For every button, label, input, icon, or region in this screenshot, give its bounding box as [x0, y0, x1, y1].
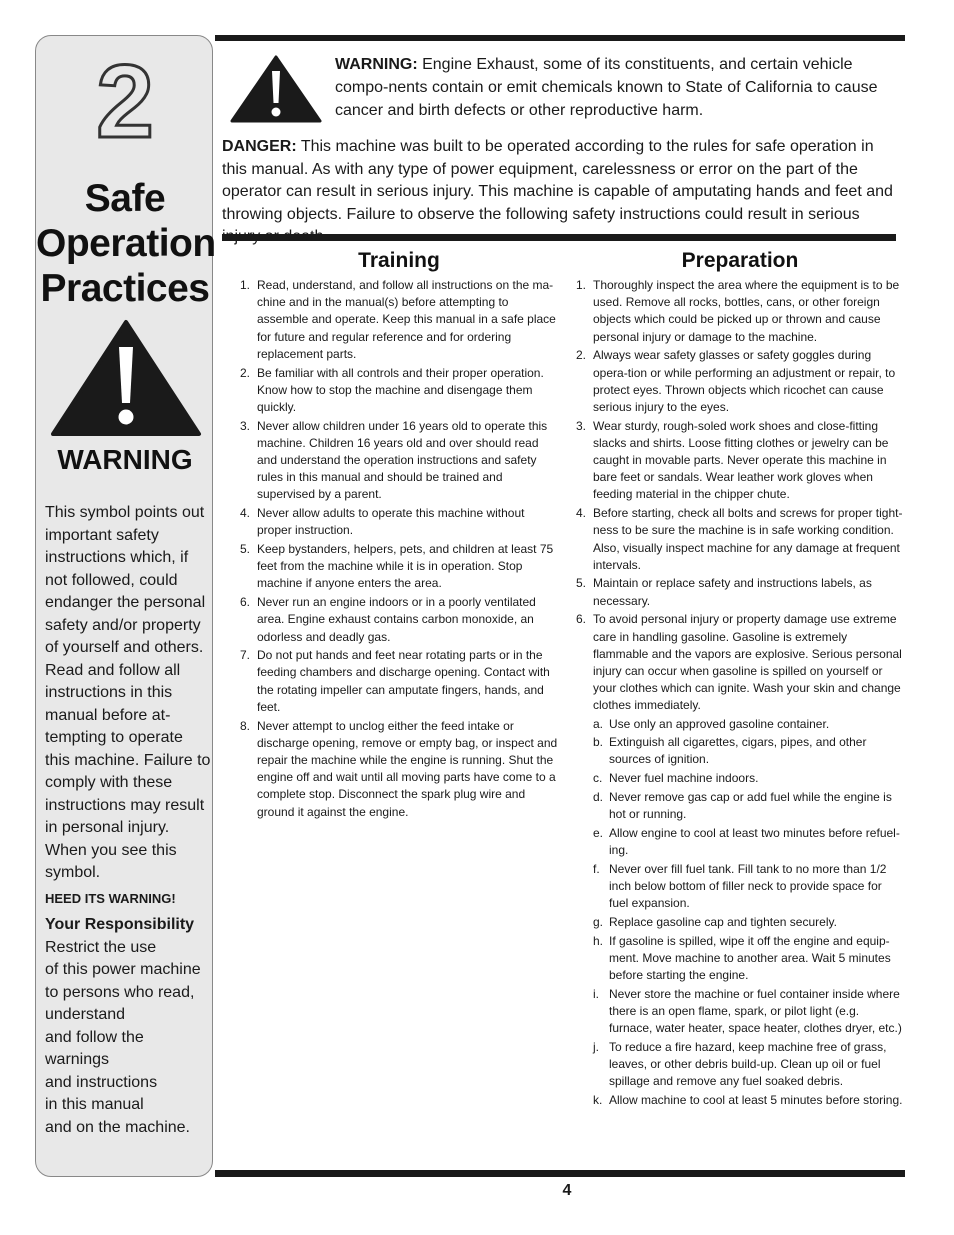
list-item: h. If gasoline is spilled, wipe it off the engine and equip-ment. Move machine to another area. Wait 5 minutes before starting the engine. — [593, 933, 891, 982]
preparation-list — [572, 277, 904, 1111]
list-item: 6. Never run an engine indoors or in a poorly ventilated area. Engine exhaust contains carbon monoxide, an odorless and deadly gas. — [239, 595, 536, 644]
preparation-heading: Preparation — [681, 249, 799, 272]
list-item: 7. Do not put hands and feet near rotating parts or in the feeding chambers and discharge opening. Contact with the rotating impeller can amputate fingers, hands, and feet. — [239, 648, 550, 714]
list-item: 3. Wear sturdy, rough-soled work shoes and close-fitting slacks and shirts. Loose fitting clothes or jewelry can be caught in movable parts. Never operate this machine in bare feet or sandals. Wear leather work gloves when feeding material in the chipper chute. — [575, 418, 889, 502]
list-item: 5. Maintain or replace safety and instructions labels, as necessary. — [575, 576, 872, 608]
gasoline-sublist — [593, 716, 904, 1109]
danger-text: This machine was built to be operated according to the rules for safe operation in this manual. As with any type of power equipment, carelessness or error on the part of the operator can result in serious injury. This machine is capable of amputating hands and feet and throwing objects. Failure to observe the following safety instructions could result in serious injury or death. — [222, 138, 893, 245]
page-number: 4 — [562, 1182, 572, 1199]
list-item: 5. Keep bystanders, helpers, pets, and children at least 75 feet from the machine while it is in operation. Stop machine if anyone enters the area. — [239, 542, 554, 591]
list-item: 4. Before starting, check all bolts and screws for proper tight-ness to be sure the machine is in safe working condition. Also, visually inspect machine for any damage at frequent intervals. — [575, 506, 903, 572]
warning-text: Engine Exhaust, some of its constituents, and certain vehicle compo-nents contain or emit chemicals known to State of California to cause cancer and birth defects or other reproductive harm. — [335, 56, 878, 119]
list-item: d. Never remove gas cap or add fuel while the engine is hot or running. — [593, 789, 892, 822]
list-item: g. Replace gasoline cap and tighten securely. — [593, 914, 837, 929]
list-item: 3. Never allow children under 16 years old to operate this machine. Children 16 years old and over should read and understand the operation instructions and safety rules in this manual and should be trained and supervised by a parent. — [239, 418, 548, 502]
list-item: 2. Always wear safety glasses or safety goggles during opera-tion or while performing an adjustment or repair, to protect eyes. Thrown objects which ricochet can cause serious injury to the eyes. — [575, 348, 896, 414]
chapter-title: Safe Operation Practices — [36, 177, 216, 310]
sidebar — [35, 35, 216, 1177]
bottom-rule — [215, 1170, 905, 1177]
list-item: i. Never store the machine or fuel container inside where there is an open flame, spark, or pilot light (e.g. furnace, water heater, space heater, clothes dryer, etc.) — [593, 986, 902, 1036]
california-warning — [335, 53, 895, 122]
responsibility-text: Restrict the use of this power machine to persons who read, understand and follow the warnings and instructions in this manual and on the machine. — [45, 938, 201, 1136]
list-item: 6. To avoid personal injury or property damage use extreme care in handling gasoline. Gasoline is extremely flammable and the vapors are explosive. Serious personal injury can occur when gasoline is spilled on yourself or your clothes which can ignite. Wash your skin and change clothes immediately. a. Use only an approved gasoline container. b. Extinguish all cigarettes, cigars, pipes, and other sources of ignition. c. Never fuel machine indoors. d. Never remove gas cap or add fuel while the engine is hot or running. e. Allow engine to cool at least two minutes before refuel-ing. f. Never over fill fuel tank. Fill tank to no more than 1/2 inch below bottom of filler neck to provide space for fuel expansion. g. Replace gasoline cap and tighten securely. h. If gasoline is spilled, wipe it off the engine and equip-ment. Move machine to another area. Wait 5 minutes before starting the engine. i. Never store the machine or fuel container inside where there is an open flame, spark, or pilot light (e.g. furnace, water heater, space heater, clothes dryer, etc.) j. To reduce a fire hazard, keep machine free of grass, leaves, or other debris build-up. Clean up oil or fuel spillage and remove any fuel soaked debris. k. Allow machine to cool at least 5 minutes before storing. — [572, 611, 904, 1109]
list-item: b. Extinguish all cigarettes, cigars, pipes, and other sources of ignition. — [593, 735, 867, 767]
list-item: c. Never fuel machine indoors. — [593, 771, 759, 786]
danger-prefix: DANGER: — [222, 138, 297, 155]
danger-statement — [222, 136, 902, 249]
heed-warning: HEED ITS WARNING! — [45, 890, 176, 906]
list-item: j. To reduce a fire hazard, keep machine free of grass, leaves, or other debris build-up. Clean up oil or fuel spillage and remove any fuel soaked debris. — [593, 1039, 887, 1089]
symbol-text: This symbol points out important safety instructions which, if not followed, could endanger the personal safety and/or property of yourself and others. Read and follow all instructions in this manual before at-tempting to operate this machine. Failure to comply with these instructions may result in personal injury. When you see this symbol. — [45, 504, 211, 881]
list-item: e. Allow engine to cool at least two minutes before refuel-ing. — [593, 825, 900, 857]
list-item: 2. Be familiar with all controls and their proper operation. Know how to stop the machine and disengage them quickly. — [239, 365, 544, 414]
list-item: 1. Thoroughly inspect the area where the equipment is to be used. Remove all rocks, bottles, cans, or other foreign objects which could be picked up or thrown and cause personal injury or damage to the machine. — [575, 278, 900, 344]
list-item: f. Never over fill fuel tank. Fill tank to no more than 1/2 inch below bottom of filler neck to provide space for fuel expansion. — [593, 861, 887, 911]
list-item: 8. Never attempt to unclog either the feed intake or discharge opening, remove or empty bag, or inspect and repair the machine while the engine is running. Shut the engine off and wait until all moving parts have come to a complete stop. Disconnect the spark plug wire and ground it against the engine. — [239, 718, 558, 819]
training-list — [236, 277, 560, 822]
top-rule — [215, 35, 905, 41]
sidebar-body — [45, 502, 211, 1139]
list-item: k. Allow machine to cool at least 5 minutes before storing. — [593, 1092, 903, 1107]
warning-prefix: WARNING: — [335, 56, 418, 73]
list-item: 1. Read, understand, and follow all instructions on the ma-chine and in the manual(s) before attempting to assemble and operate. Keep this manual in a safe place for future and regular reference and for ordering replacement parts. — [239, 278, 556, 361]
list-item: a. Use only an approved gasoline container. — [593, 716, 830, 731]
warning-triangle-icon — [50, 319, 202, 437]
responsibility-title: Your Responsibility — [45, 916, 195, 933]
chapter-number: 2 — [96, 44, 154, 160]
training-heading: Training — [358, 249, 440, 272]
list-item: 4. Never allow adults to operate this machine without proper instruction. — [239, 506, 525, 538]
warning-triangle-icon — [230, 55, 322, 123]
warning-label: WARNING — [57, 444, 193, 475]
